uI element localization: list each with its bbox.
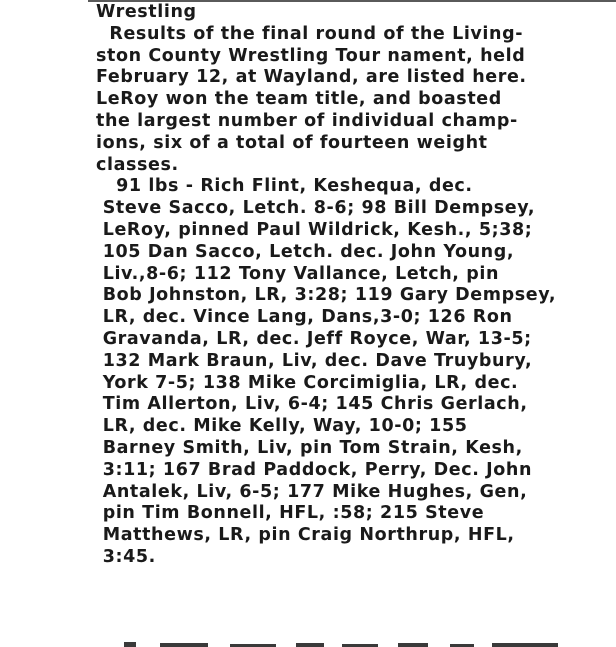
intro-line: ions, six of a total of fourteen weight xyxy=(96,132,488,153)
results-line: 3:11; 167 Brad Paddock, Perry, Dec. John xyxy=(96,459,533,480)
cut-off-text-tops xyxy=(120,634,580,647)
intro-line: ston County Wrestling Tour nament, held xyxy=(96,45,526,66)
results-line: Tim Allerton, Liv, 6-4; 145 Chris Gerlach, xyxy=(96,394,528,415)
results-line: 91 lbs - Rich Flint, Keshequa, dec. xyxy=(96,176,473,197)
results-line: 132 Mark Braun, Liv, dec. Dave Truybury, xyxy=(96,350,533,371)
intro-line: classes. xyxy=(96,154,179,175)
intro-paragraph xyxy=(96,24,596,177)
results-line: Gravanda, LR, dec. Jeff Royce, War, 13-5; xyxy=(96,328,532,349)
results-line: Matthews, LR, pin Craig Northrup, HFL, xyxy=(96,525,515,546)
results-line: York 7-5; 138 Mike Corcimiglia, LR, dec. xyxy=(96,372,519,393)
results-line: 105 Dan Sacco, Letch. dec. John Young, xyxy=(96,241,515,262)
results-line: Steve Sacco, Letch. 8-6; 98 Bill Dempsey, xyxy=(96,198,536,219)
results-line: Liv.,8-6; 112 Tony Vallance, Letch, pin xyxy=(96,263,500,284)
cut-off-next-line xyxy=(120,634,580,647)
results-line: Bob Johnston, LR, 3:28; 119 Gary Dempsey, xyxy=(96,285,557,306)
results-paragraph xyxy=(96,176,596,568)
results-line: LR, dec. Vince Lang, Dans,3-0; 126 Ron xyxy=(96,307,513,328)
results-line: Barney Smith, Liv, pin Tom Strain, Kesh, xyxy=(96,437,523,458)
results-line: 3:45. xyxy=(96,546,156,567)
results-line: LeRoy, pinned Paul Wildrick, Kesh., 5;38; xyxy=(96,219,533,240)
article-heading: Wrestling xyxy=(96,2,197,22)
results-line: LR, dec. Mike Kelly, Way, 10-0; 155 xyxy=(96,416,468,437)
results-line: pin Tim Bonnell, HFL, :58; 215 Steve xyxy=(96,503,485,524)
results-line: Antalek, Liv, 6-5; 177 Mike Hughes, Gen, xyxy=(96,481,528,502)
article-column xyxy=(96,2,596,569)
intro-line: February 12, at Wayland, are listed here. xyxy=(96,67,527,88)
intro-line: the largest number of individual champ- xyxy=(96,110,518,131)
intro-line: Results of the final round of the Living- xyxy=(96,23,524,44)
intro-line: LeRoy won the team title, and boasted xyxy=(96,89,502,110)
